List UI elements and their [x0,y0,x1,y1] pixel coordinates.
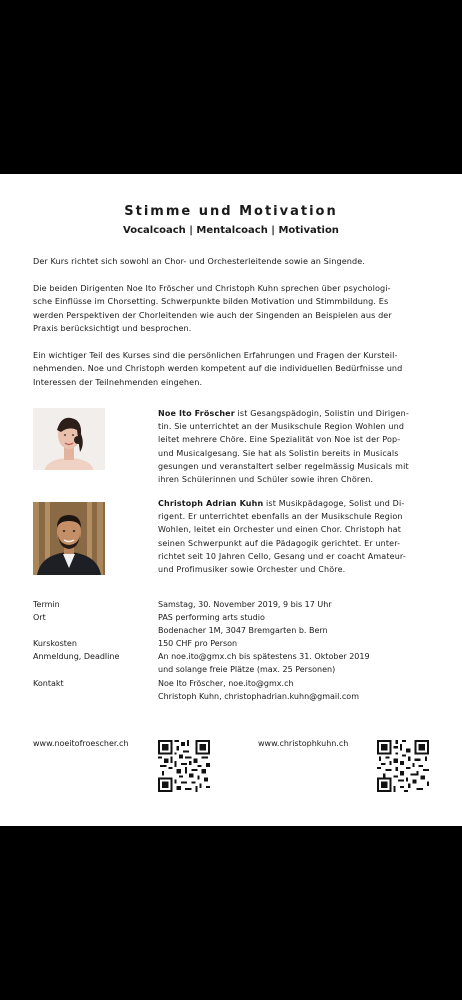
description-paragraph: Die beiden Dirigenten Noe Ito Fröscher und Christoph Kuhn sprechen über psychologi- sche Einflüsse im Chorsetting. Schwerpunkte bilden Motivation und Stimmbildung. Es werden Perspektiven der Chorleitenden wie auch der Singenden an Beispielen aus der Praxis berücksichtigt und besprochen. [33,283,392,333]
flyer-title: Stimme und Motivation [124,204,338,219]
info-row [33,665,433,678]
noe-bio [158,407,430,486]
info-value: Samstag, 30. November 2019, 9 bis 17 Uhr [158,600,332,609]
info-label: Anmeldung, Deadline [33,652,120,661]
info-row [33,639,433,652]
christoph-qr-code [377,740,429,792]
christoph-website-link[interactable]: www.christophkuhn.ch [258,739,349,748]
info-value: Christoph Kuhn, christophadrian.kuhn@gmail.com [158,692,359,701]
info-label: Kontakt [33,679,64,688]
noe-website-link[interactable]: www.noeitofroescher.ch [33,739,129,748]
noe-name: Noe Ito Fröscher [158,409,235,418]
noe-qr-code [158,740,210,792]
info-row [33,613,433,626]
info-value: 150 CHF pro Person [158,639,238,648]
info-row [33,652,433,665]
christoph-portrait-photo [33,502,105,575]
christoph-bio-text: ist Musikpädagoge, Solist und Di- rigent. Er unterrichtet ebenfalls an der Musikschule Region Wohlen, leitet ein Orchester und einen Chor. Christoph hat seinen Schwerpunkt auf die Pädagogik gerichtet. Er unter- richtet seit 10 Jahren Cello, Gesang und er coacht Amateur- und Profimusiker sowie Orchester und Chöre. [158,499,406,575]
info-value: und solange freie Plätze (max. 25 Personen) [158,665,336,674]
noe-bio-text: ist Gesangspädogin, Solistin und Dirigen- tin. Sie unterrichtet an der Musikschule Region Wohlen und leitet mehrere Chöre. Eine Spezialität von Noe ist der Pop- und Musicalgesang. Sie hat als Solistin bereits in Musicals gesungen und veranstaltert selber regelmässig Musicals mit ihren Schülerinnen und Schüler sowie ihren Chören. [158,409,409,485]
info-row [33,600,433,613]
info-row [33,692,433,705]
info-row [33,626,433,639]
info-value: PAS performing arts studio [158,613,265,622]
noe-portrait-photo [33,408,105,470]
info-label: Termin [33,600,60,609]
intro-paragraph: Der Kurs richtet sich sowohl an Chor- und Orchesterleitende sowie an Singende. [33,256,366,266]
info-value: Bodenacher 1M, 3047 Bremgarten b. Bern [158,626,328,635]
christoph-bio [158,497,430,576]
info-row [33,679,433,692]
info-label: Kurskosten [33,639,77,648]
info-value: An noe.ito@gmx.ch bis spätestens 31. Oktober 2019 [158,652,370,661]
participants-paragraph: Ein wichtiger Teil des Kurses sind die persönlichen Erfahrungen und Fragen der Kursteil- nehmenden. Noe und Christoph werden kompetent auf die individuellen Bedürfnisse und Interessen der Teilnehmenden eingehen. [33,350,403,387]
christoph-name: Christoph Adrian Kuhn [158,499,264,508]
info-label: Ort [33,613,46,622]
info-value: Noe Ito Fröscher, noe.ito@gmx.ch [158,679,294,688]
flyer-subtitle: Vocalcoach | Mentalcoach | Motivation [123,225,339,236]
flyer-page [0,174,462,826]
